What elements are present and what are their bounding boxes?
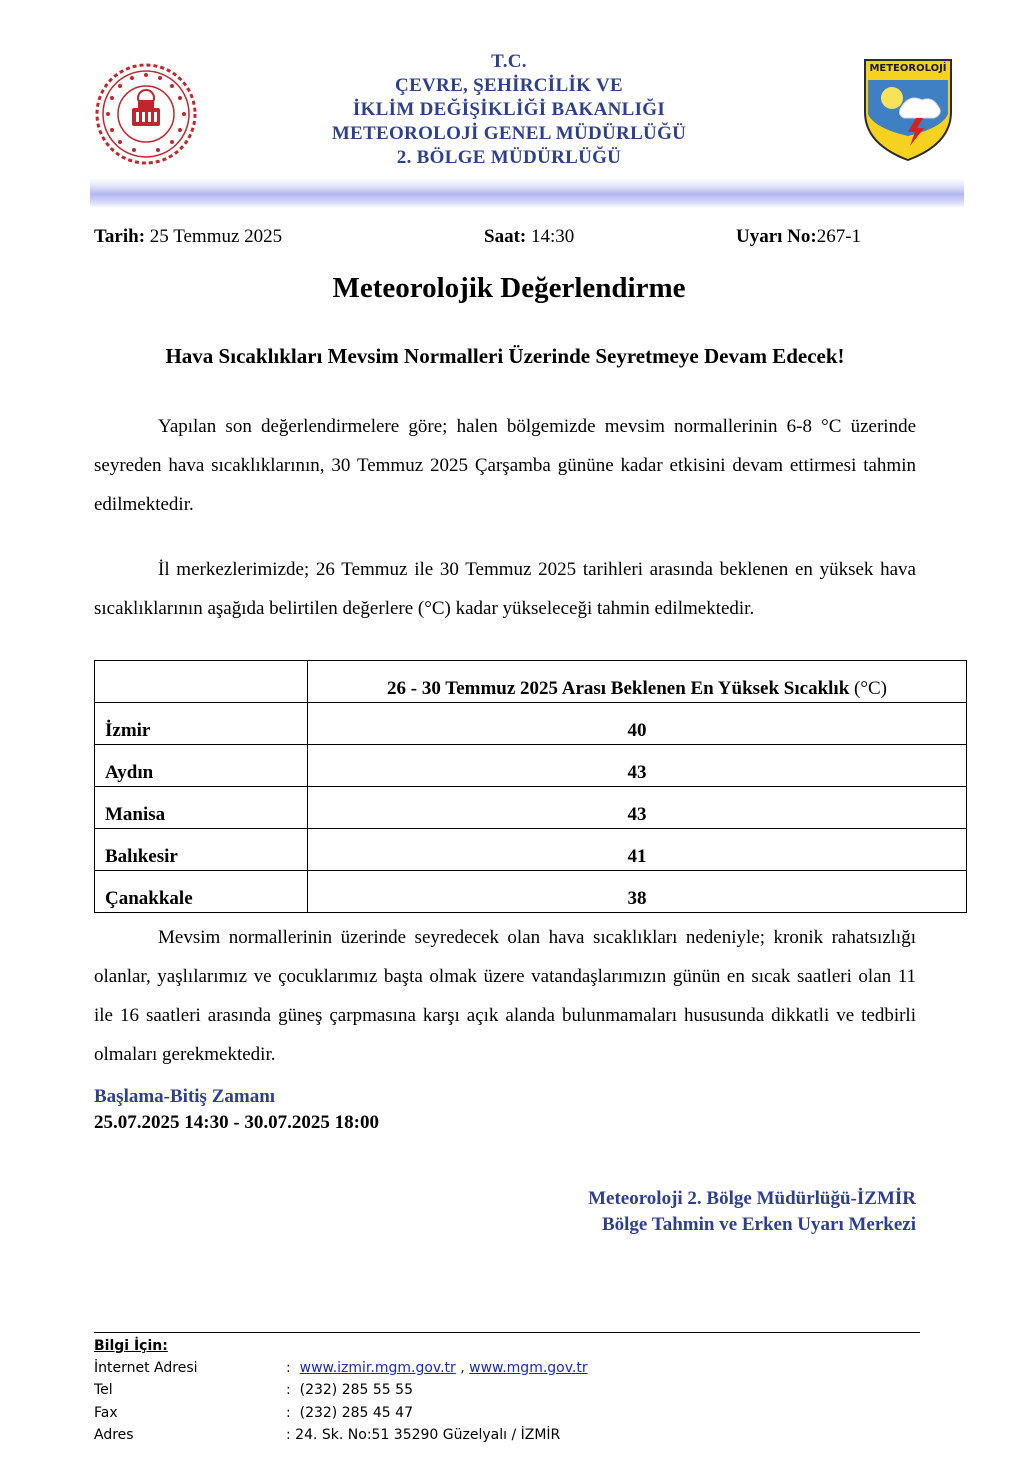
period-label: Başlama-Bitiş Zamanı	[94, 1086, 276, 1107]
header-ministry-line2: İKLİM DEĞİŞİKLİĞİ BAKANLIĞI	[352, 99, 666, 120]
header-divider-band	[90, 178, 964, 208]
city-name: Aydın	[95, 745, 308, 787]
logo-text: METEOROLOJİ	[869, 63, 947, 74]
fax-value: (232) 285 45 47	[299, 1405, 413, 1421]
city-name: İzmir	[95, 703, 308, 745]
table-row	[95, 871, 967, 913]
tel-value-wrap: : (232) 285 55 55	[286, 1382, 413, 1398]
website-link-mgm[interactable]: www.mgm.gov.tr	[469, 1360, 588, 1376]
address-label: Adres	[94, 1427, 134, 1443]
fax-value-wrap: : (232) 285 45 47	[286, 1405, 413, 1421]
footer-divider	[94, 1332, 920, 1333]
temperature-table	[94, 660, 967, 913]
address-value-wrap: : 24. Sk. No:51 35290 Güzelyalı / İZMİR	[286, 1427, 561, 1443]
table-row	[95, 829, 967, 871]
max-temperature: 43	[308, 787, 967, 829]
header-ministry-line1: ÇEVRE, ŞEHİRCİLİK VE	[395, 75, 623, 96]
internet-label: İnternet Adresi	[94, 1360, 198, 1376]
max-temperature: 38	[308, 871, 967, 913]
city-name: Manisa	[95, 787, 308, 829]
date-label: Tarih:	[94, 226, 146, 247]
period-value: 25.07.2025 14:30 - 30.07.2025 18:00	[94, 1112, 379, 1133]
paragraph-2: İl merkezlerimizde; 26 Temmuz ile 30 Temmuz 2025 tarihleri arasında beklenen en yüksek hava sıcaklıklarının aşağıda belirtilen değerlere (°C) kadar yükseleceği tahmin edilmektedir.	[94, 559, 916, 619]
date-field	[94, 226, 282, 248]
table-row	[95, 745, 967, 787]
city-name: Balıkesir	[95, 829, 308, 871]
page-subtitle: Hava Sıcaklıkları Mevsim Normalleri Üzerinde Seyretmeye Devam Edecek!	[165, 344, 845, 368]
page-title: Meteorolojik Değerlendirme	[332, 272, 686, 304]
max-temperature: 43	[308, 745, 967, 787]
fax-label: Fax	[94, 1405, 118, 1421]
address-value: 24. Sk. No:51 35290 Güzelyalı / İZMİR	[295, 1427, 561, 1443]
table-header-unit: (°C)	[854, 678, 887, 699]
paragraph-1: Yapılan son değerlendirmelere göre; halen bölgemizde mevsim normallerinin 6-8 °C üzerinde seyreden hava sıcaklıklarının, 30 Temmuz 2025 Çarşamba gününe kadar etkisini devam ettirmesi tahmin edilmektedir.	[94, 416, 916, 515]
city-name: Çanakkale	[95, 871, 308, 913]
warning-label: Uyarı No:	[736, 226, 817, 247]
time-value: 14:30	[530, 226, 575, 247]
table-row	[95, 703, 967, 745]
website-link-izmir[interactable]: www.izmir.mgm.gov.tr	[299, 1360, 456, 1376]
header-regional: 2. BÖLGE MÜDÜRLÜĞÜ	[396, 147, 622, 168]
header-tc: T.C.	[491, 51, 527, 72]
max-temperature: 40	[308, 703, 967, 745]
table-header: 26 - 30 Temmuz 2025 Arası Beklenen En Yüksek Sıcaklık (°C)	[308, 661, 967, 703]
paragraph-3: Mevsim normallerinin üzerinde seyredecek olan hava sıcaklıkları nedeniyle; kronik rahatsızlığı olanlar, yaşlılarımız ve çocuklarımız başta olmak üzere vatandaşlarımızın günün en sıcak saatleri olan 11 ile 16 saatleri arasında güneş çarpmasına karşı açık alanda bulunmamaları hususunda dikkatli ve tedbirli olmaları gerekmektedir.	[94, 927, 916, 1065]
warning-value: 267-1	[816, 226, 862, 247]
tel-label: Tel	[94, 1382, 113, 1398]
max-temperature: 41	[308, 829, 967, 871]
meteoroloji-shield-logo	[862, 58, 954, 162]
header-directorate: METEOROLOJİ GENEL MÜDÜRLÜĞÜ	[331, 123, 687, 144]
time-field	[484, 226, 574, 248]
time-label: Saat:	[484, 226, 527, 247]
warning-number-field	[736, 226, 861, 248]
footer-title: Bilgi İçin:	[94, 1338, 168, 1354]
date-value: 25 Temmuz 2025	[149, 226, 283, 247]
table-row	[95, 787, 967, 829]
table-header-row	[95, 661, 967, 703]
signature-line1: Meteoroloji 2. Bölge Müdürlüğü-İZMİR	[588, 1188, 916, 1209]
tel-value: (232) 285 55 55	[299, 1382, 413, 1398]
internet-value: : www.izmir.mgm.gov.tr , www.mgm.gov.tr	[286, 1360, 588, 1376]
signature-line2: Bölge Tahmin ve Erken Uyarı Merkezi	[601, 1214, 916, 1235]
